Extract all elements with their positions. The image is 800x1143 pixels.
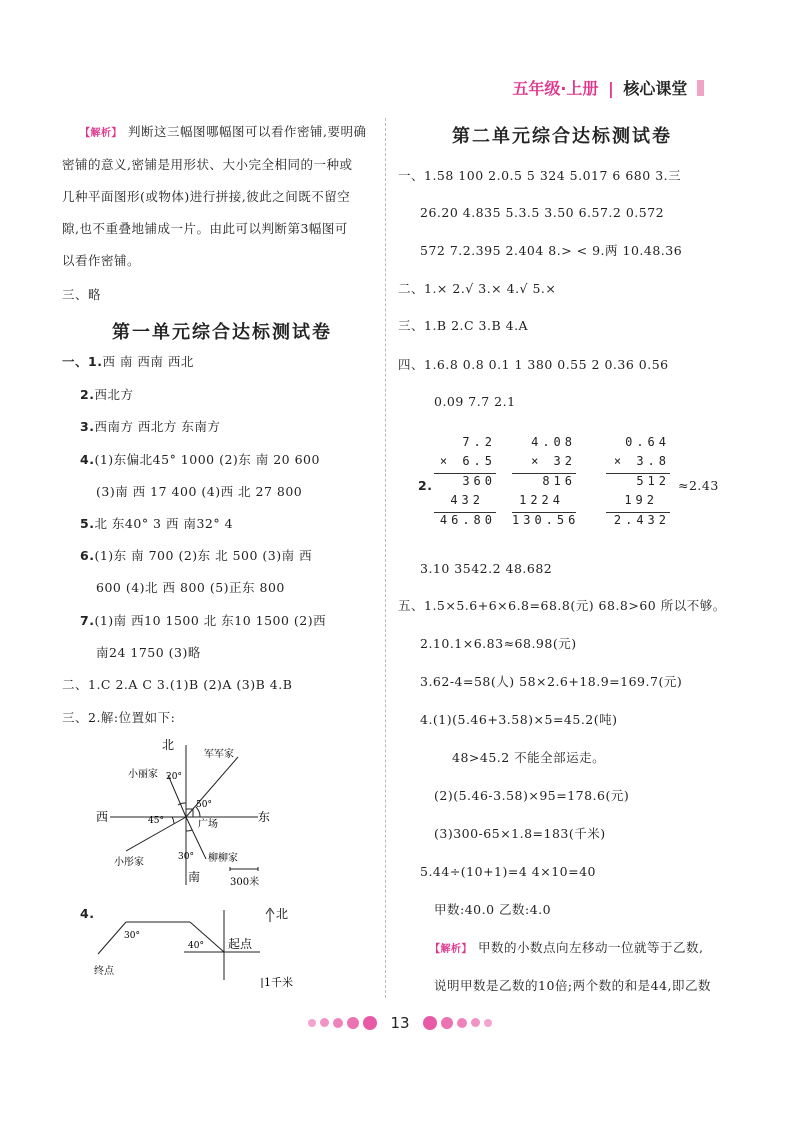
u2-q2-line: 二、1.× 2.√ 3.× 4.√ 5.×	[398, 281, 557, 296]
u1-q3-line: 三、2.解:位置如下:	[62, 710, 176, 725]
unit2-title: 第二单元综合达标测试卷	[452, 126, 672, 147]
u1-q2-line: 二、1.C 2.A C 3.(1)B (2)A (3)B 4.B	[62, 677, 293, 692]
route-end: 终点	[94, 966, 114, 977]
compass-west: 西	[96, 810, 109, 824]
grade-label: 五年级·上册	[512, 79, 599, 98]
angle-20: 20°	[166, 772, 182, 782]
u2-q5-line-4: 4.(1)(5.46+3.58)×5=45.2(吨)	[420, 712, 618, 727]
u2-q1-line-3: 572 7.2.395 2.404 8.> < 9.两 10.48.36	[420, 243, 683, 258]
route-diagram	[90, 900, 300, 995]
dot-icon	[347, 1017, 359, 1029]
u2-q5-line-3: 3.62-4=58(人) 58×2.6+18.9=169.7(元)	[420, 674, 683, 689]
u2-q1-line-1: 一、1.58 100 2.0.5 5 324 5.017 6 680 3.三	[398, 168, 682, 183]
angle-45: 45°	[148, 816, 164, 826]
scale-300m: 300米	[230, 877, 260, 888]
u2-q5-line-7: (3)300-65×1.8=183(千米)	[434, 826, 606, 841]
page-number: 13	[390, 1013, 410, 1032]
u2-q5-line-8: 5.44÷(10+1)=4 4×10=40	[420, 864, 597, 879]
u2-q5-line-1: 五、1.5×5.6+6×6.8=68.8(元) 68.8>60 所以不够。	[398, 598, 726, 613]
section-san-lue: 三、略	[62, 287, 102, 302]
route-start: 起点	[228, 937, 253, 951]
u2-q1-line-2: 26.20 4.835 5.3.5 3.50 6.57.2 0.572	[420, 205, 665, 220]
dot-icon	[320, 1018, 329, 1027]
header-separator: |	[607, 79, 614, 98]
label-square: 广场	[198, 819, 218, 830]
dot-icon	[471, 1018, 480, 1027]
u2-q4-line-2: 0.09 7.7 2.1	[434, 394, 516, 409]
u1-q1-line-5: (3)南 西 17 400 (4)西 北 27 800	[96, 484, 303, 499]
route-angle-40: 40°	[188, 941, 204, 951]
label-xiaotong: 小彤家	[114, 857, 144, 868]
dot-icon	[423, 1016, 437, 1030]
u1-q1-line-3: 3.西南方 西北方 东南方	[80, 419, 221, 434]
calc-label: 2.	[418, 478, 433, 493]
angle-50: 50°	[196, 800, 212, 810]
brand-label: 核心课堂	[623, 79, 688, 98]
left-analysis-line-2: 密铺的意义,密铺是用形状、大小完全相同的一种或	[62, 157, 353, 172]
u2-analysis-line-2: 说明甲数是乙数的10倍;两个数的和是44,即乙数	[434, 978, 711, 993]
dot-icon	[308, 1019, 316, 1027]
u2-q4-line-1: 四、1.6.8 0.8 0.1 1 380 0.55 2 0.36 0.56	[398, 357, 669, 372]
compass-diagram	[90, 735, 290, 895]
u1-q4-num: 4.	[80, 906, 95, 921]
compass-east: 东	[258, 810, 271, 824]
u2-q5-line-6: (2)(5.46-3.58)×95=178.6(元)	[434, 788, 630, 803]
analysis-tag: 【解析】	[80, 128, 122, 139]
calc-1: 7.2 × 6.5 360 432 46.80	[434, 435, 496, 532]
u1-q1-line-2: 2.西北方	[80, 387, 134, 402]
u2-q5-line-2: 2.10.1×6.83≈68.98(元)	[420, 636, 577, 651]
route-scale: 1千米	[264, 976, 293, 989]
label-liuliu: 柳柳家	[208, 853, 238, 864]
left-analysis-line-5: 以看作密铺。	[62, 253, 141, 268]
page-footer	[0, 1012, 800, 1032]
u1-q1-line-1: 一、1.西 南 西南 西北	[62, 354, 194, 369]
compass-north: 北	[162, 738, 175, 752]
u2-q4-3-line: 3.10 3542.2 48.682	[420, 561, 553, 576]
label-junjun: 军军家	[204, 749, 234, 760]
u1-q1-line-9: 7.(1)南 西10 1500 北 东10 1500 (2)西	[80, 613, 327, 628]
left-analysis-line-4: 隙,也不重叠地铺成一片。由此可以判断第3幅图可	[62, 221, 348, 236]
u2-q5-line-9: 甲数:40.0 乙数:4.0	[434, 902, 552, 917]
u1-q1-line-8: 600 (4)北 西 800 (5)正东 800	[96, 580, 285, 595]
dot-icon	[441, 1017, 453, 1029]
column-divider	[385, 118, 386, 998]
calc-approx: ≈2.43	[678, 478, 719, 493]
calc-2: 4.08 × 32 816 1224 130.56	[512, 435, 576, 532]
unit1-title: 第一单元综合达标测试卷	[112, 322, 332, 343]
route-angle-30: 30°	[124, 931, 140, 941]
dot-icon	[457, 1018, 467, 1028]
u1-q1-line-7: 6.(1)东 南 700 (2)东 北 500 (3)南 西	[80, 548, 313, 563]
analysis-tag-2: 【解析】	[430, 944, 472, 955]
page-header	[512, 76, 704, 99]
u1-q1-line-10: 南24 1750 (3)略	[96, 645, 201, 660]
calc-3: 0.64 × 3.8 512 192 2.432	[606, 435, 670, 532]
u1-q1-line-6: 5.北 东40° 3 西 南32° 4	[80, 516, 234, 531]
u2-q5-line-5: 48>45.2 不能全部运走。	[452, 750, 606, 765]
u1-q1-line-4: 4.(1)东偏北45° 1000 (2)东 南 20 600	[80, 452, 320, 467]
dot-icon	[484, 1019, 492, 1027]
left-analysis-line-3: 几种平面图形(或物体)进行拼接,彼此之间既不留空	[62, 189, 351, 204]
angle-30: 30°	[178, 852, 194, 862]
u2-q3-line: 三、1.B 2.C 3.B 4.A	[398, 318, 529, 333]
compass-south: 南	[188, 870, 201, 884]
u2-analysis-line-1: 【解析】 甲数的小数点向左移动一位就等于乙数,	[430, 940, 703, 958]
dot-icon	[363, 1016, 377, 1030]
label-xiaoli: 小丽家	[128, 769, 158, 780]
route-north: 北	[276, 907, 289, 921]
left-analysis-line-1: 【解析】 判断这三幅图哪幅图可以看作密铺,要明确	[80, 124, 366, 142]
brand-bar-icon	[697, 80, 704, 96]
dot-icon	[333, 1018, 343, 1028]
